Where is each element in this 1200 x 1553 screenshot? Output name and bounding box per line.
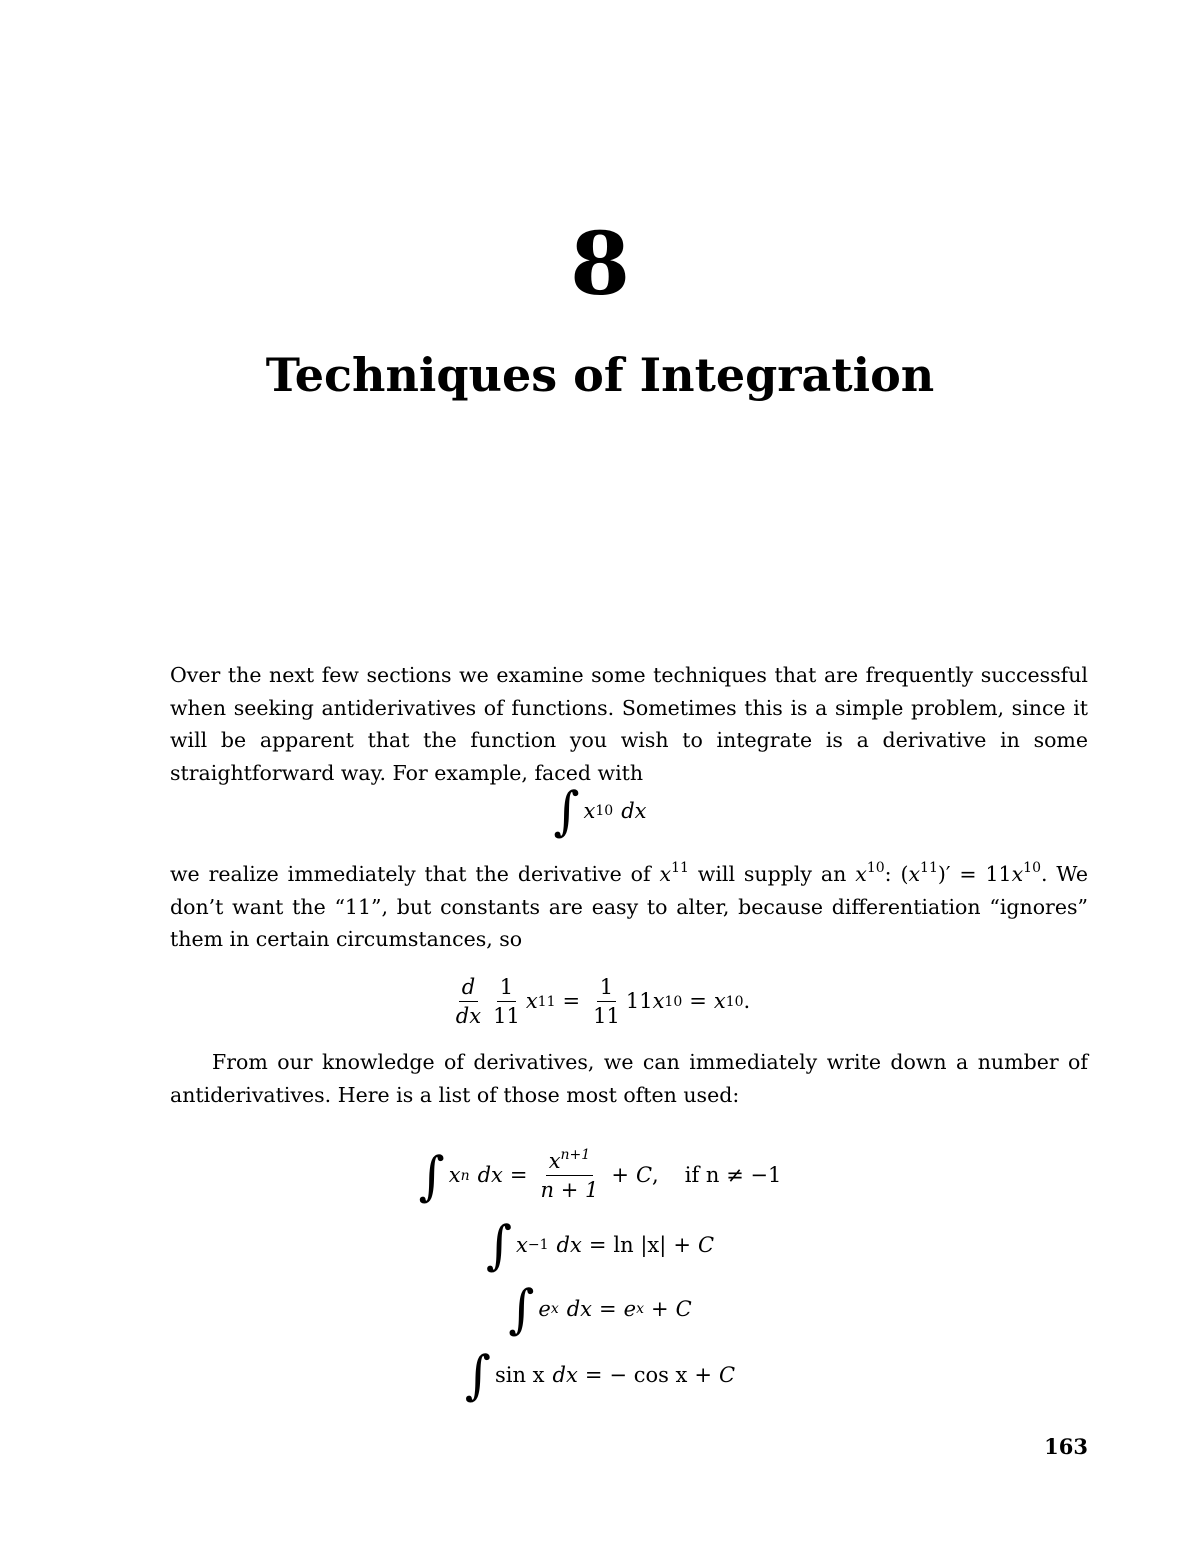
paragraph-antiderivative-list: From our knowledge of derivatives, we can immediately write down a number of antiderivatives. Here is a list of those most often used: xyxy=(170,1050,1088,1107)
power-rule-condition: if n ≠ −1 xyxy=(684,1163,782,1188)
formula-power-rule: ∫ x n dx = $\frac{x^{n+1}}{n + 1}$ + C , if n ≠ −1 xyxy=(418,1145,782,1206)
formula-log-rule: ∫ x −1 dx = ln |x| + C xyxy=(485,1214,715,1276)
fraction-d-dx: $\frac{d}{dx}$ xyxy=(455,975,482,1029)
page-number: 163 xyxy=(1044,1434,1088,1459)
integral-sign: ∫ xyxy=(508,1278,535,1340)
formula-exp-rule: ∫ e x dx = e x + C xyxy=(508,1278,692,1340)
paragraph-derivative: we realize immediately that the derivative of $x^{11}$ will supply an $x^{10}$: $(x^{11})' = 11x^{10}$. We don’t want the “11”, but constants are easy to alter, because differentiation “ignores” them in certain circumstances, so xyxy=(170,860,1088,951)
fraction-one-eleventh-2: $\frac{1}{11}$ xyxy=(593,975,620,1029)
formula-sin-rule: ∫ sin x dx = − cos x + C xyxy=(464,1344,736,1406)
integral-sign: ∫ xyxy=(553,780,580,842)
integral-sign: ∫ xyxy=(464,1344,491,1406)
paragraph-intro: Over the next few sections we examine some techniques that are frequently successful when seeking antiderivatives of functions. Sometimes this is a simple problem, since it will be apparent that the function you wish to integrate is a derivative in some straightforward way. For example, faced with xyxy=(170,663,1088,785)
integral-sign: ∫ xyxy=(418,1145,445,1206)
chapter-title: Techniques of Integration xyxy=(265,348,935,402)
fraction-power: $\frac{x^{n+1}}{n + 1}$ xyxy=(540,1147,599,1203)
integral-sign: ∫ xyxy=(485,1214,513,1276)
chapter-number: 8 xyxy=(570,214,630,315)
equation-derivative-check: $\frac{d}{dx}$ $\frac{1}{11}$ x 11 = $\frac{1}{11}$ 11 x 10 = x 10 . xyxy=(0,976,1200,1027)
fraction-one-eleventh: $\frac{1}{11}$ xyxy=(493,975,520,1029)
equation-integral-x10: ∫ x 10 dx xyxy=(553,780,647,842)
